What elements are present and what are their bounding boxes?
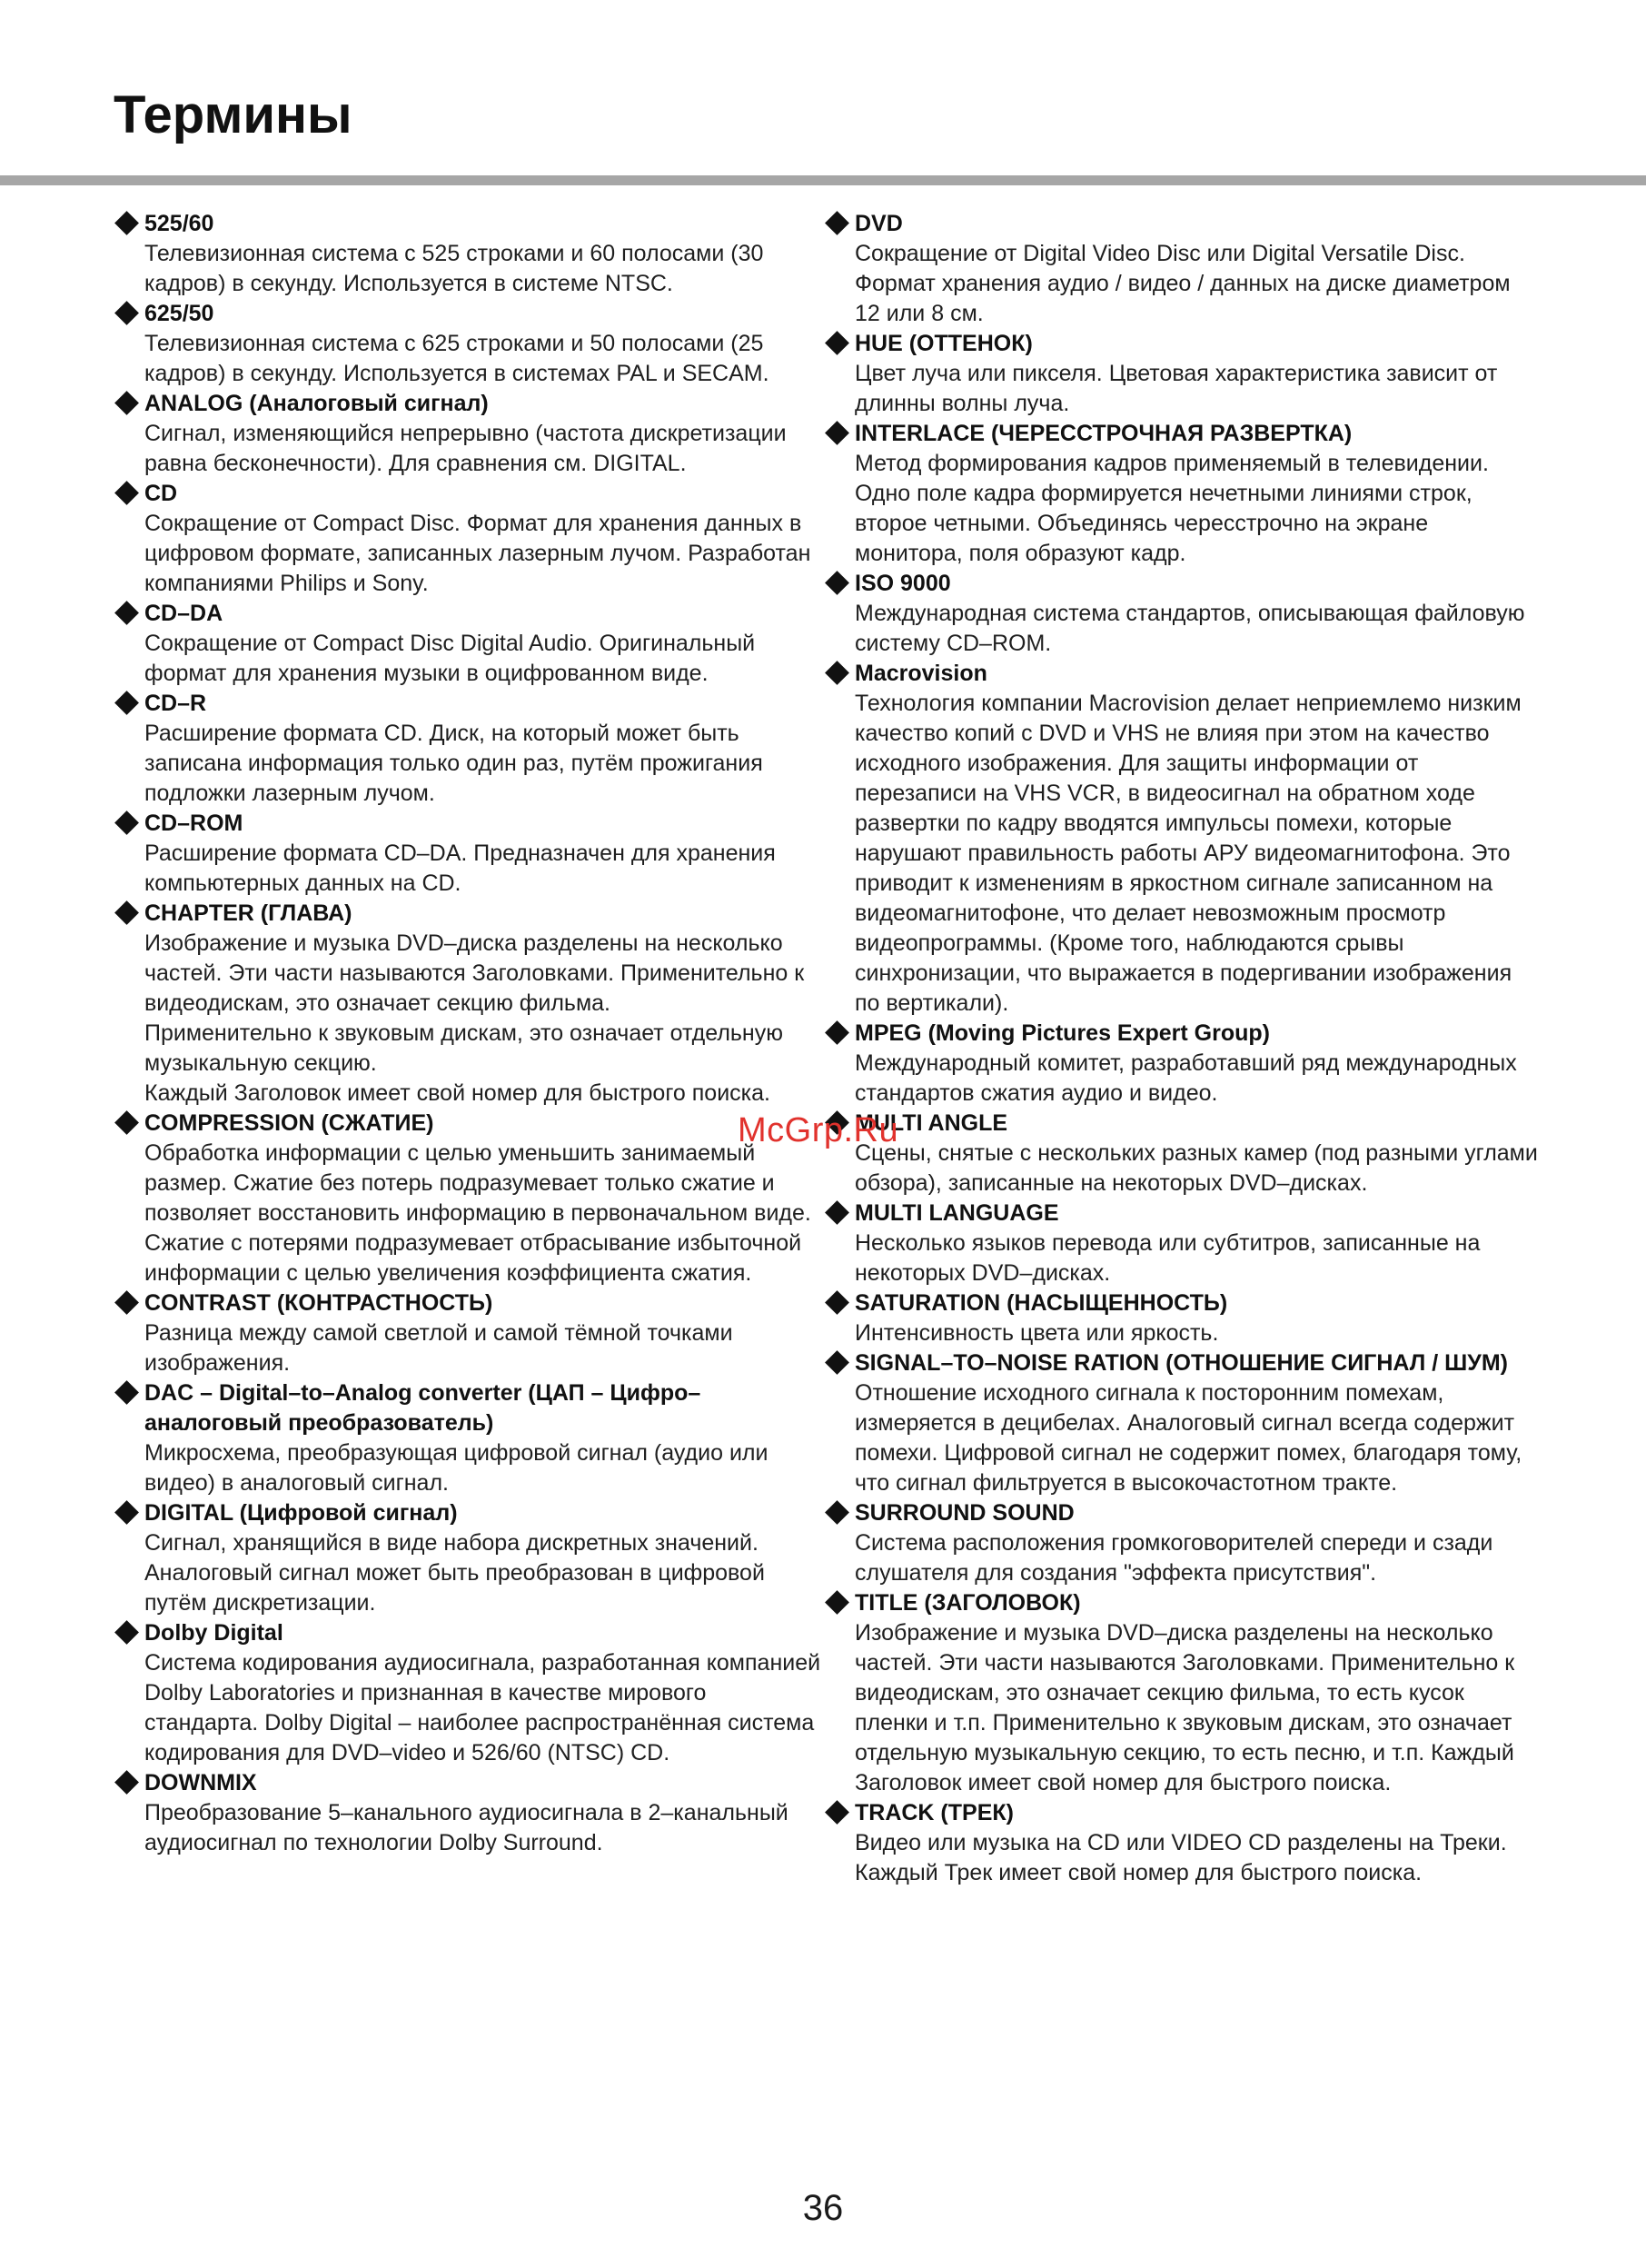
glossary-definition: Расширение формата CD–DA. Предназначен для хранения компьютерных данных на CD. <box>144 841 776 896</box>
glossary-definition: Расширение формата CD. Диск, на который может быть записана информация только один раз, путём прожигания подложки лазерным лучом. <box>144 721 763 806</box>
glossary-term: MPEG (Moving Pictures Expert Group) <box>855 1020 1270 1046</box>
diamond-bullet-icon <box>114 301 139 325</box>
diamond-bullet-icon <box>825 1590 849 1615</box>
glossary-term: 525/60 <box>144 211 214 236</box>
glossary-term: ANALOG (Аналоговый сигнал) <box>144 391 489 416</box>
glossary-definition: Сигнал, изменяющийся непрерывно (частота дискретизации равна бесконечности). Для сравнения см. DIGITAL. <box>144 421 787 476</box>
glossary-definition: Каждый Заголовок имеет свой номер для быстрого поиска. <box>144 1080 771 1106</box>
glossary-right-column <box>824 209 1542 1888</box>
glossary-definition: Видео или музыка на CD или VIDEO CD разделены на Треки. Каждый Трек имеет свой номер для быстрого поиска. <box>855 1830 1507 1885</box>
diamond-bullet-icon <box>114 900 139 925</box>
glossary-entry <box>824 1109 1542 1199</box>
glossary-definition: Интенсивность цвета или яркость. <box>855 1320 1219 1346</box>
glossary-term: CD <box>144 481 178 506</box>
glossary-term: SATURATION (НАСЫЩЕННОСТЬ) <box>855 1290 1228 1316</box>
glossary-entry <box>114 209 822 299</box>
diamond-bullet-icon <box>825 331 849 355</box>
glossary-entry <box>114 809 822 899</box>
glossary-entry <box>114 1498 822 1618</box>
glossary-definition: Отношение исходного сигнала к посторонним помехам, измеряется в децибелах. Аналоговый сигнал всегда содержит помехи. Цифровой сигнал не содержит помех, благодаря тому, что сигнал фильтруется в высокочастотном тракте. <box>855 1380 1522 1496</box>
diamond-bullet-icon <box>825 421 849 445</box>
glossary-entry <box>824 659 1542 1019</box>
glossary-entry <box>824 1019 1542 1109</box>
page-title: Термины <box>114 85 352 144</box>
glossary-definition: Микросхема, преобразующая цифровой сигнал (аудио или видео) в аналоговый сигнал. <box>144 1440 768 1496</box>
glossary-term: SURROUND SOUND <box>855 1500 1075 1526</box>
diamond-bullet-icon <box>825 1500 849 1525</box>
diamond-bullet-icon <box>825 571 849 595</box>
glossary-entry <box>824 569 1542 659</box>
glossary-entry <box>824 1199 1542 1288</box>
glossary-definition: Сокращение от Digital Video Disc или Digital Versatile Disc. Формат хранения аудио / видео / данных на диске диаметром 12 или 8 см. <box>855 241 1511 326</box>
glossary-term: Macrovision <box>855 661 987 686</box>
diamond-bullet-icon <box>825 661 849 685</box>
glossary-entry <box>824 1288 1542 1348</box>
glossary-entry <box>824 1798 1542 1888</box>
glossary-entry <box>114 689 822 809</box>
glossary-term: CONTRAST (КОНТРАСТНОСТЬ) <box>144 1290 493 1316</box>
diamond-bullet-icon <box>114 481 139 505</box>
glossary-entry <box>114 1288 822 1378</box>
diamond-bullet-icon <box>114 391 139 415</box>
glossary-term: TITLE (ЗАГОЛОВОК) <box>855 1590 1081 1616</box>
diamond-bullet-icon <box>114 1290 139 1315</box>
glossary-term: DIGITAL (Цифровой сигнал) <box>144 1500 458 1526</box>
glossary-entry <box>114 1109 822 1288</box>
glossary-definition: Обработка информации с целью уменьшить занимаемый размер. Сжатие без потерь подразумевает только сжатие и позволяет восстановить информацию в первоначальном виде. Сжатие с потерями подразумевает отбрасывание избыточной информации с целью увеличения коэффициента сжатия. <box>144 1140 811 1286</box>
glossary-term: ISO 9000 <box>855 571 951 596</box>
glossary-entry <box>114 1618 822 1768</box>
glossary-definition: Система кодирования аудиосигнала, разработанная компанией Dolby Laboratories и признанная в качестве мирового стандарта. Dolby Digital – наиболее распространённая система кодирования для DVD–video и 526/60 (NTSC) CD. <box>144 1650 821 1766</box>
glossary-definition: Телевизионная система с 525 строками и 60 полосами (30 кадров) в секунду. Используется в системе NTSC. <box>144 241 764 296</box>
diamond-bullet-icon <box>114 691 139 715</box>
glossary-definition: Цвет луча или пикселя. Цветовая характеристика зависит от длинны волны луча. <box>855 361 1498 416</box>
glossary-definition: Система расположения громкоговорителей спереди и сзади слушателя для создания "эффекта присутствия". <box>855 1530 1493 1586</box>
glossary-term: CD–R <box>144 691 207 716</box>
glossary-entry <box>824 1348 1542 1498</box>
glossary-term: TRACK (ТРЕК) <box>855 1800 1014 1825</box>
glossary-term: DAC – Digital–to–Analog converter (ЦАП – Цифро–аналоговый преобразователь) <box>144 1380 701 1436</box>
glossary-term: MULTI LANGUAGE <box>855 1200 1059 1226</box>
diamond-bullet-icon <box>825 1800 849 1825</box>
glossary-term: MULTI ANGLE <box>855 1110 1008 1136</box>
glossary-definition: Несколько языков перевода или субтитров, записанные на некоторых DVD–дисках. <box>855 1230 1481 1286</box>
glossary-entry <box>824 1588 1542 1798</box>
glossary-entry <box>114 1378 822 1498</box>
glossary-entry <box>114 1768 822 1858</box>
diamond-bullet-icon <box>114 1500 139 1525</box>
diamond-bullet-icon <box>825 1200 849 1225</box>
glossary-definition: Применительно к звуковым дискам, это означает отдельную музыкальную секцию. <box>144 1020 783 1076</box>
glossary-term: CD–ROM <box>144 811 243 836</box>
diamond-bullet-icon <box>825 1020 849 1045</box>
glossary-term: INTERLACE (ЧЕРЕССТРОЧНАЯ РАЗВЕРТКА) <box>855 421 1353 446</box>
glossary-term: Dolby Digital <box>144 1620 283 1646</box>
glossary-entry <box>824 209 1542 329</box>
glossary-definition: Сокращение от Compact Disc. Формат для хранения данных в цифровом формате, записанных лазерным лучом. Разработан компаниями Philips и Sony. <box>144 511 811 596</box>
glossary-definition: Сокращение от Compact Disc Digital Audio. Оригинальный формат для хранения музыки в оцифрованном виде. <box>144 631 756 686</box>
glossary-definition: Телевизионная система с 625 строками и 50 полосами (25 кадров) в секунду. Используется в системах PAL и SECAM. <box>144 331 769 386</box>
glossary-entry <box>114 299 822 389</box>
page-number: 36 <box>802 2188 844 2228</box>
diamond-bullet-icon <box>114 211 139 235</box>
glossary-definition: Технология компании Macrovision делает неприемлемо низким качество копий с DVD и VHS не влияя при этом на качество исходного изображения. Для защиты информации от перезаписи на VHS VCR, в видеосигнал на обратном ходе развертки по кадру вводятся импульсы помехи, которые нарушают правильность работы АРУ видеомагнитофона. Это приводит к изменениям в яркостном сигнале записанном на видеомагнитофоне, что делает невозможным просмотр видеопрограммы. (Кроме того, наблюдаются срывы синхронизации, что выражается в подергивании изображения по вертикали). <box>855 691 1522 1016</box>
diamond-bullet-icon <box>825 1350 849 1375</box>
diamond-bullet-icon <box>114 601 139 625</box>
glossary-definition: Международная система стандартов, описывающая файловую систему CD–ROM. <box>855 601 1525 656</box>
glossary-definition: Изображение и музыка DVD–диска разделены на несколько частей. Эти части называются Заголовками. Применительно к видеодискам, это означает секцию фильма, то есть кусок пленки и т.п. Применительно к звуковым дискам, это означает отдельную музыкальную секцию, то есть песню, и т.п. Каждый Заголовок имеет свой номер для быстрого поиска. <box>855 1620 1515 1796</box>
glossary-entry <box>114 599 822 689</box>
glossary-entry <box>114 479 822 599</box>
glossary-term: CHAPTER (ГЛАВА) <box>144 900 352 926</box>
glossary-term: CD–DA <box>144 601 223 626</box>
glossary-term: DVD <box>855 211 903 236</box>
glossary-definition: Сигнал, хранящийся в виде набора дискретных значений. Аналоговый сигнал может быть преобразован в цифровой путём дискретизации. <box>144 1530 765 1616</box>
glossary-definition: Преобразование 5–канального аудиосигнала в 2–канальный аудиосигнал по технологии Dolby Surround. <box>144 1800 788 1855</box>
diamond-bullet-icon <box>114 1620 139 1645</box>
title-divider <box>0 175 1646 185</box>
diamond-bullet-icon <box>114 1110 139 1135</box>
glossary-definition: Сцены, снятые с нескольких разных камер (под разными углами обзора), записанные на некоторых DVD–дисках. <box>855 1140 1538 1196</box>
glossary-term: 625/50 <box>144 301 214 326</box>
glossary-term: HUE (ОТТЕНОК) <box>855 331 1033 356</box>
glossary-definition: Изображение и музыка DVD–диска разделены на несколько частей. Эти части называются Заголовками. Применительно к видеодискам, это означает секцию фильма. <box>144 930 805 1016</box>
glossary-term: SIGNAL–TO–NOISE RATION (ОТНОШЕНИЕ СИГНАЛ / ШУМ) <box>855 1350 1508 1376</box>
glossary-definition: Разница между самой светлой и самой тёмной точками изображения. <box>144 1320 733 1376</box>
glossary-left-column <box>114 209 822 1858</box>
glossary-entry <box>114 899 822 1109</box>
diamond-bullet-icon <box>114 1770 139 1795</box>
glossary-term: COMPRESSION (СЖАТИЕ) <box>144 1110 434 1136</box>
diamond-bullet-icon <box>825 211 849 235</box>
glossary-entry <box>824 419 1542 569</box>
glossary-entry <box>824 1498 1542 1588</box>
diamond-bullet-icon <box>825 1290 849 1315</box>
glossary-term: DOWNMIX <box>144 1770 257 1796</box>
glossary-definition: Международный комитет, разработавший ряд международных стандартов сжатия аудио и видео. <box>855 1050 1517 1106</box>
glossary-definition: Метод формирования кадров применяемый в телевидении. Одно поле кадра формируется нечетными линиями строк, второе четными. Объединясь чересстрочно на экране монитора, поля образуют кадр. <box>855 451 1489 566</box>
watermark-text: McGrp.Ru <box>738 1111 899 1149</box>
glossary-entry <box>114 389 822 479</box>
glossary-entry <box>824 329 1542 419</box>
diamond-bullet-icon <box>114 1380 139 1405</box>
diamond-bullet-icon <box>114 811 139 835</box>
